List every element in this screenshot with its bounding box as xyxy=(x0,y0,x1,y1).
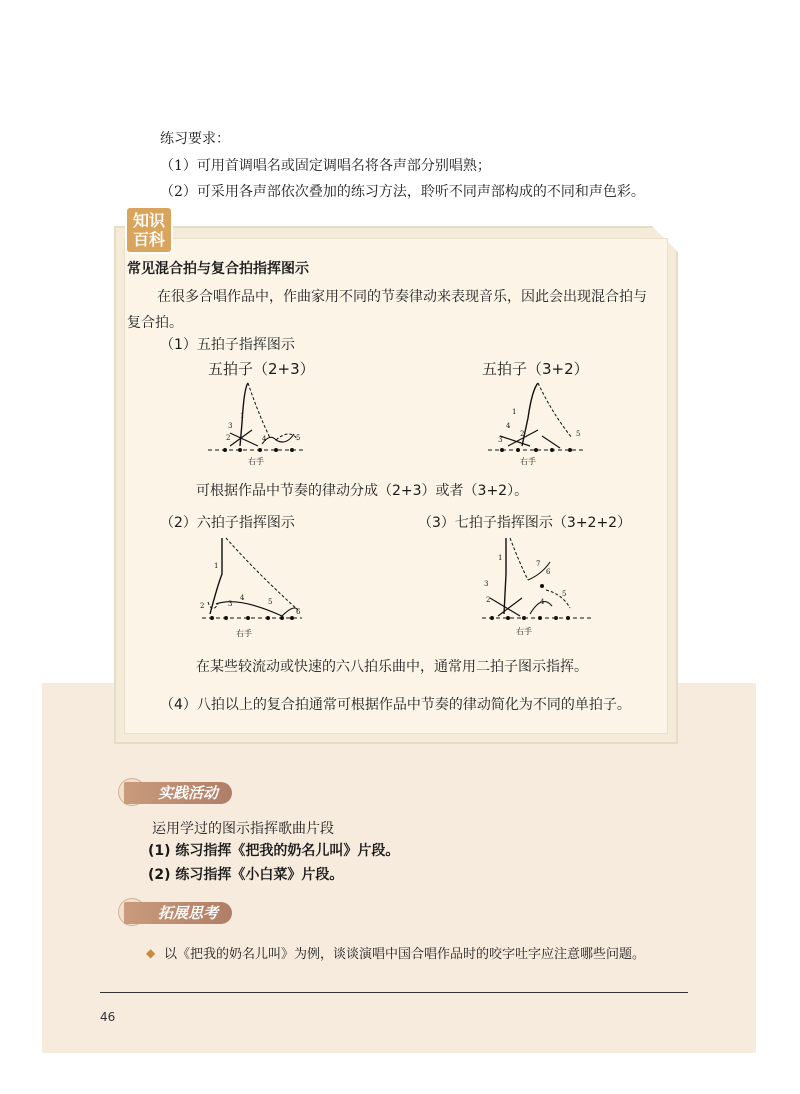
beat-label: 1 xyxy=(512,408,517,416)
beat-label: 2 xyxy=(226,434,231,442)
beat-label: 4 xyxy=(540,598,545,606)
beat-label: 2 xyxy=(200,602,205,610)
knowledge-intro: 在很多合唱作品中，作曲家用不同的节奏律动来表现音乐，因此会出现混合拍与复合拍。 xyxy=(127,289,647,331)
beat-label: 5 xyxy=(562,590,567,598)
beat-label: 6 xyxy=(546,568,551,576)
practice-title: 练习要求： xyxy=(160,131,230,147)
beat-label: 3 xyxy=(228,600,233,608)
diagram-seven xyxy=(476,534,606,624)
item-1-heading: （1）五拍子指挥图示 xyxy=(160,337,295,353)
knowledge-badge xyxy=(127,208,171,252)
activity-intro: 运用学过的图示指挥歌曲片段 xyxy=(152,821,334,837)
extend-question: 以《把我的奶名儿叫》为例，谈谈演唱中国合唱作品时的咬字吐字应注意哪些问题。 xyxy=(164,947,646,962)
activity-item-2: (2) 练习指挥《小白菜》片段。 xyxy=(148,867,344,883)
practice-line-1: （1）可用首调唱名或固定调唱名将各声部分别唱熟； xyxy=(160,158,491,174)
beat-label: 3 xyxy=(484,580,489,588)
footer-divider xyxy=(100,992,688,993)
beat-label: 2 xyxy=(486,596,491,604)
beat-label: 3 xyxy=(498,436,503,444)
practice-line-2: （2）可采用各声部依次叠加的练习方法，聆听不同声部构成的不同和声色彩。 xyxy=(160,184,645,200)
beat-label: 1 xyxy=(498,554,503,562)
activity-tag: 实践活动 xyxy=(124,782,232,804)
beat-label: 5 xyxy=(576,430,581,438)
diagram-b-title: 五拍子（3+2） xyxy=(482,360,589,378)
badge-bottom-text: 百科 xyxy=(132,230,165,249)
beat-label: 4 xyxy=(240,594,245,602)
beat-label: 5 xyxy=(268,598,273,606)
activity-item-1: (1) 练习指挥《把我的奶名儿叫》片段。 xyxy=(148,843,400,859)
badge-top-text: 知识 xyxy=(132,211,165,230)
item-3-heading: （3）七拍子指挥图示（3+2+2） xyxy=(418,515,632,531)
note-1: 可根据作品中节奏的律动分成（2+3）或者（3+2）。 xyxy=(196,483,529,499)
beat-label: 1 xyxy=(214,562,219,570)
beat-label: 7 xyxy=(536,560,541,568)
right-hand-label: 右手 xyxy=(516,627,532,636)
item-4-heading: （4）八拍以上的复合拍通常可根据作品中节奏的律动简化为不同的单拍子。 xyxy=(160,697,631,713)
right-hand-label: 右手 xyxy=(248,457,264,466)
beat-label: 4 xyxy=(506,422,511,430)
beat-label: 4 xyxy=(262,435,267,443)
diagram-a-title: 五拍子（2+3） xyxy=(208,360,315,378)
beat-label: 3 xyxy=(228,422,233,430)
beat-label: 6 xyxy=(296,608,301,616)
page-number: 46 xyxy=(100,1010,116,1024)
note-2: 在某些较流动或快速的六八拍乐曲中，通常用二拍子图示指挥。 xyxy=(196,659,588,675)
knowledge-title: 常见混合拍与复合拍指挥图示 xyxy=(127,261,309,277)
beat-label: 2 xyxy=(520,430,525,438)
beat-label: 5 xyxy=(296,434,301,442)
right-hand-label: 右手 xyxy=(520,457,536,466)
item-2-heading: （2）六拍子指挥图示 xyxy=(160,515,295,531)
diagram-five-2-3 xyxy=(200,378,320,453)
beat-label: 1 xyxy=(240,412,245,420)
diamond-bullet-icon: ◆ xyxy=(146,946,156,960)
right-hand-label: 右手 xyxy=(236,629,252,638)
extend-tag: 拓展思考 xyxy=(124,902,232,924)
